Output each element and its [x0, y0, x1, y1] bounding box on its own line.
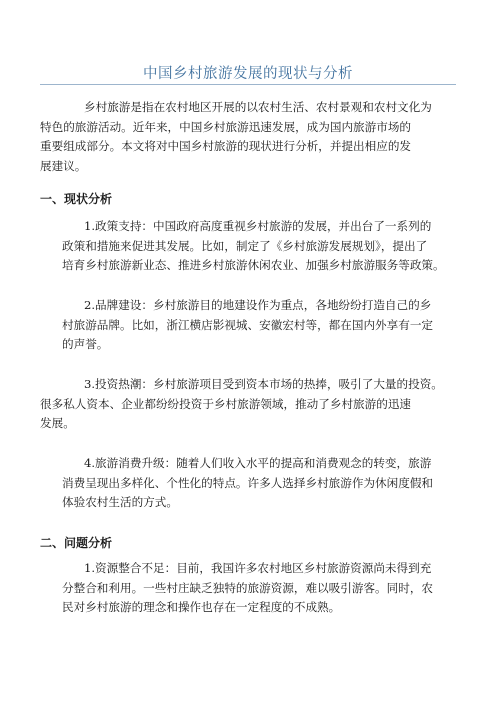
paragraph-line: 分整合和利用。一些村庄缺乏独特的旅游资源，难以吸引游客。同时，农	[62, 580, 434, 595]
paragraph-line: 很多私人资本、企业都纷纷投资于乡村旅游领域，推动了乡村旅游的迅速	[40, 396, 412, 411]
paragraph-line: 体验农村生活的方式。	[62, 495, 178, 509]
section-heading-problems: 二、问题分析	[40, 536, 113, 550]
intro-line: 展建议。	[40, 158, 87, 173]
document-title: 中国乡村旅游发展的现状与分析	[143, 66, 353, 82]
paragraph-line: 发展。	[40, 416, 75, 430]
title-underline	[40, 84, 456, 85]
intro-line: 特色的旅游活动。近年来，中国乡村旅游迅速发展，成为国内旅游市场的	[40, 119, 412, 134]
paragraph-line: 4.旅游消费升级：随着人们收入水平的提高和消费观念的转变，旅游	[84, 456, 432, 470]
paragraph-line: 的声誉。	[62, 337, 109, 351]
intro-line: 乡村旅游是指在农村地区开展的以农村生活、农村景观和农村文化为	[84, 100, 432, 114]
status-item-policy	[62, 217, 458, 276]
paragraph-line: 村旅游品牌。比如，浙江横店影视城、安徽宏村等，都在国内外享有一定	[62, 317, 434, 332]
problem-item-resources	[62, 559, 458, 618]
intro-line: 重要组成部分。本文将对中国乡村旅游的现状进行分析，并提出相应的发	[40, 139, 412, 153]
paragraph-line: 政策和措施来促进其发展。比如，制定了《乡村旅游发展规划》，提出了	[62, 238, 428, 253]
paragraph-line: 1.资源整合不足：目前，我国许多农村地区乡村旅游资源尚未得到充	[84, 561, 432, 575]
status-item-brand	[62, 296, 458, 355]
paragraph-line: 培育乡村旅游新业态、推进乡村旅游休闲农业、加强乡村旅游服务等政策。	[62, 258, 445, 272]
paragraph-line: 2.品牌建设：乡村旅游目的地建设作为重点，各地纷纷打造自己的乡	[84, 298, 432, 312]
paragraph-line: 消费呈现出多样化、个性化的特点。许多人选择乡村旅游作为休闲度假和	[62, 475, 434, 490]
status-item-consumption	[62, 454, 458, 513]
section-heading-status: 一、现状分析	[40, 192, 113, 206]
paragraph-line: 1.政策支持：中国政府高度重视乡村旅游的发展，并出台了一系列的	[84, 219, 432, 233]
paragraph-line: 民对乡村旅游的理念和操作也存在一定程度的不成熟。	[62, 600, 341, 614]
status-item-investment	[40, 375, 443, 434]
intro-paragraph	[40, 98, 458, 176]
paragraph-line: 3.投资热潮：乡村旅游项目受到资本市场的热捧，吸引了大量的投资。	[84, 377, 443, 391]
